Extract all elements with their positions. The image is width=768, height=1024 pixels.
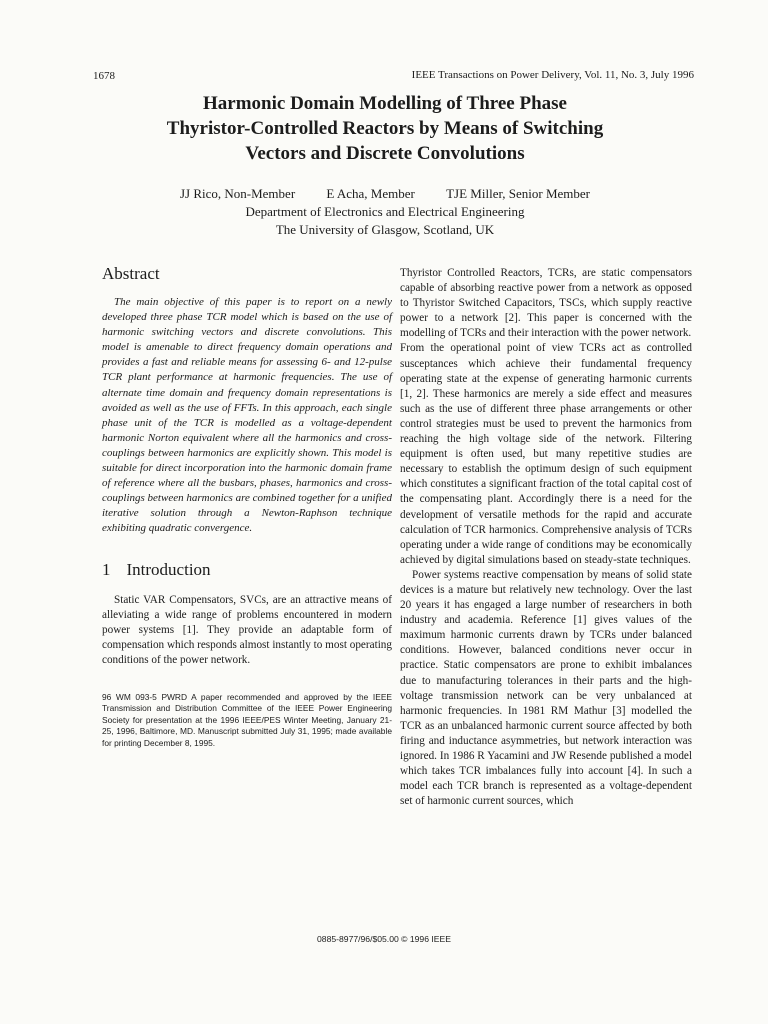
page-number: 1678 — [93, 70, 115, 82]
title-line: Vectors and Discrete Convolutions — [245, 143, 525, 164]
author-university: The University of Glasgow, Scotland, UK — [275, 222, 495, 237]
left-column — [102, 264, 392, 757]
author-block — [100, 185, 670, 239]
author-name: TJE Miller, Senior Member — [446, 186, 591, 201]
author-names — [100, 185, 670, 203]
title-line: Thyristor-Controlled Reactors by Means of Switching — [166, 118, 604, 139]
title-line: Harmonic Domain Modelling of Three Phase — [203, 93, 567, 114]
author-name: JJ Rico, Non-Member — [179, 186, 296, 201]
introduction-paragraph: Static VAR Compensators, SVCs, are an attractive means of alleviating a wide range of problems encountered in modern power systems [1]. They provide an adaptable form of compensation which responds almost instantly to most operating conditions of the power network. — [102, 593, 392, 666]
section-number: 1 — [102, 559, 111, 579]
body-paragraph: Thyristor Controlled Reactors, TCRs, are static compensators capable of absorbing reactive power from a network as opposed to Thyristor Switched Capacitors, TSCs, which supply reactive power to a network [2]. This paper is concerned with the modelling of TCRs and their interaction with the power network. — [400, 267, 692, 340]
body-paragraph: From the operational point of view TCRs act as controlled susceptances which achieve their fundamental frequency operating state at the expense of generating harmonic currents [1, 2]. These harmonics are merely a side effect and measures such as the use of different three phase arrangements or other control strategies must be used to prevent the harmonics from reaching the high voltage side of the network. Filtering equipment is often used, but many repetitive studies are necessary to establish the optimum design of such equipment which constitutes a significant fraction of the total capital cost of the compensating plant. Accordingly there is a need for the development of versatile methods for the rapid and accurate calculation of TCR harmonics. Comprehensive analysis of TCRs operating under a wide range of conditions may be economically achieved by digital simulations based on steady-state techniques. — [400, 342, 692, 566]
journal-header: IEEE Transactions on Power Delivery, Vol. 11, No. 3, July 1996 — [411, 69, 694, 81]
abstract-heading: Abstract — [102, 264, 160, 283]
footnote: 96 WM 093-5 PWRD A paper recommended and approved by the IEEE Transmission and Distribution Committee of the IEEE Power Engineering Society for presentation at the 1996 IEEE/PES Winter Meeting, January 21-25, 1996, Baltimore, MD. Manuscript submitted July 31, 1995; made available for printing December 8, 1995. — [102, 691, 392, 748]
paper-title — [100, 91, 670, 166]
right-column — [400, 266, 692, 809]
copyright-footer: 0885-8977/96/$05.00 © 1996 IEEE — [317, 934, 451, 944]
abstract-text: The main objective of this paper is to report on a newly developed three phase TCR model which is based on the use of harmonic switching vectors and discrete convolutions. This model is amenable to direct frequency domain operations and provides a fast and reliable means for assessing 6- and 12-pulse TCR plant performance at harmonic frequencies. The use of alternate time domain and frequency domain representations is avoided as well as the use of FFTs. In this approach, each single phase unit of the TCR is modelled as a voltage-dependent harmonic Norton equivalent where all the harmonics and cross-couplings between harmonics are explicitly shown. This model is suitable for direct incorporation into the harmonic domain frame of reference where all the busbars, phases, harmonics and cross-couplings between harmonics are combined together for a unified iterative solution through a Newton-Raphson technique exhibiting quadratic convergence. — [102, 296, 392, 535]
introduction-heading — [102, 560, 392, 580]
author-department: Department of Electronics and Electrical Engineering — [245, 204, 525, 219]
section-title: Introduction — [126, 559, 211, 579]
body-paragraph: Power systems reactive compensation by means of solid state devices is a mature but relatively new technology. Over the last 20 years it has engaged a large number of researchers in both industry and academia. Reference [1] gives values of the maximum harmonic currents drawn by TCRs under balanced conditions. However, balanced conditions never occur in practice. Static compensators are prone to exhibit imbalances due to manufacturing tolerances in their parts and the high-voltage transmission network can be very unbalanced at harmonic frequencies. In 1981 RM Mathur [3] modelled the TCR as an unbalanced harmonic current source affected by both firing and inductance asymmetries, but network interaction was ignored. In 1986 R Yacamini and JW Resende published a model which takes TCR imbalances fully into account [4]. In such a model each TCR branch is represented as a voltage-dependent set of harmonic current sources, which — [400, 568, 692, 808]
author-name: E Acha, Member — [326, 186, 415, 201]
